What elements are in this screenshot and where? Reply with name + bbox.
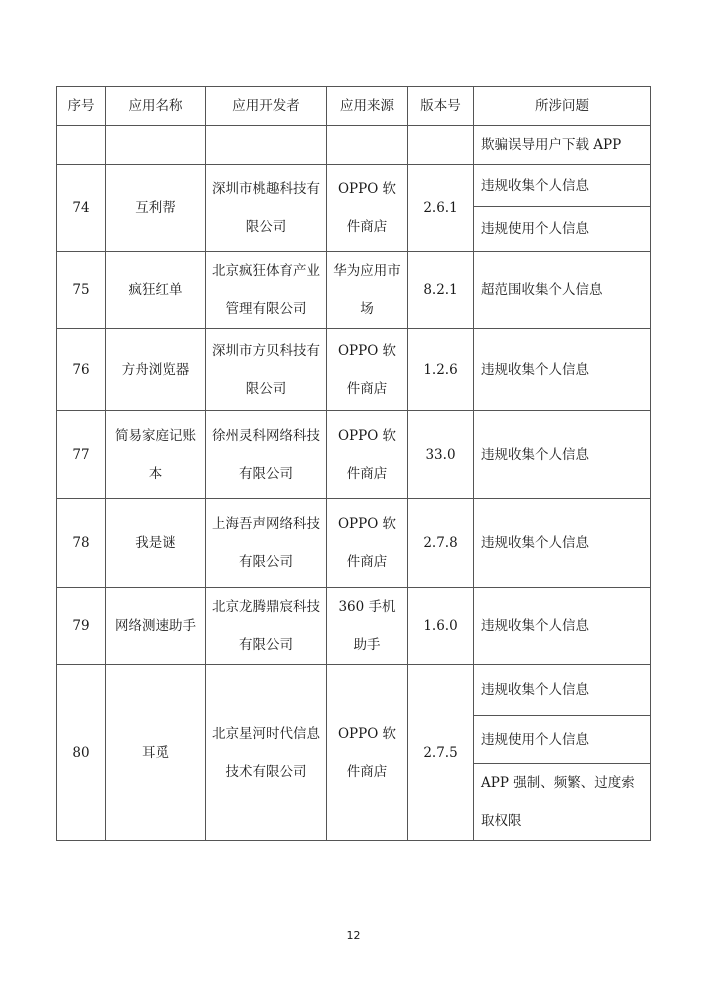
cell-no: 80	[57, 665, 106, 841]
cell-developer: 上海吾声网络科技有限公司	[206, 499, 327, 588]
cell-developer: 徐州灵科网络科技有限公司	[206, 411, 327, 499]
header-app-name: 应用名称	[106, 87, 206, 126]
cell-version: 1.6.0	[408, 588, 474, 665]
cell-no: 79	[57, 588, 106, 665]
table-row	[57, 252, 651, 329]
cell-name	[106, 126, 206, 165]
app-issues-table	[56, 86, 651, 841]
cell-source: 华为应用市场	[327, 252, 408, 329]
cell-issue: 欺骗误导用户下载 APP	[474, 126, 651, 165]
cell-developer: 深圳市桃趣科技有限公司	[206, 165, 327, 252]
header-no: 序号	[57, 87, 106, 126]
cell-developer: 北京星河时代信息技术有限公司	[206, 665, 327, 841]
cell-name: 方舟浏览器	[106, 329, 206, 411]
header-source: 应用来源	[327, 87, 408, 126]
cell-issue: 超范围收集个人信息	[474, 252, 651, 329]
cell-issue: 违规收集个人信息	[474, 588, 651, 665]
cell-version: 2.6.1	[408, 165, 474, 252]
cell-issue: 违规收集个人信息	[474, 665, 651, 716]
cell-no: 78	[57, 499, 106, 588]
cell-source: OPPO 软件商店	[327, 499, 408, 588]
cell-developer: 北京龙腾鼎宸科技有限公司	[206, 588, 327, 665]
cell-issue: APP 强制、频繁、过度索取权限	[474, 764, 651, 841]
cell-version	[408, 126, 474, 165]
cell-issue: 违规使用个人信息	[474, 716, 651, 764]
cell-source: OPPO 软件商店	[327, 665, 408, 841]
cell-version: 33.0	[408, 411, 474, 499]
table-row	[57, 411, 651, 499]
cell-developer	[206, 126, 327, 165]
cell-no: 75	[57, 252, 106, 329]
table-row	[57, 588, 651, 665]
cell-source: OPPO 软件商店	[327, 165, 408, 252]
cell-no	[57, 126, 106, 165]
cell-name: 简易家庭记账本	[106, 411, 206, 499]
table-header-row	[57, 87, 651, 126]
cell-developer: 深圳市方贝科技有限公司	[206, 329, 327, 411]
cell-issue: 违规收集个人信息	[474, 411, 651, 499]
cell-source	[327, 126, 408, 165]
cell-name: 疯狂红单	[106, 252, 206, 329]
cell-source: OPPO 软件商店	[327, 411, 408, 499]
cell-version: 8.2.1	[408, 252, 474, 329]
table-row	[57, 329, 651, 411]
cell-no: 74	[57, 165, 106, 252]
cell-developer: 北京疯狂体育产业管理有限公司	[206, 252, 327, 329]
cell-version: 1.2.6	[408, 329, 474, 411]
cell-issue: 违规使用个人信息	[474, 207, 651, 252]
cell-name: 耳觅	[106, 665, 206, 841]
cell-name: 网络测速助手	[106, 588, 206, 665]
table-row	[57, 665, 651, 716]
cell-source: 360 手机助手	[327, 588, 408, 665]
cell-source: OPPO 软件商店	[327, 329, 408, 411]
cell-issue: 违规收集个人信息	[474, 165, 651, 207]
cell-name: 我是谜	[106, 499, 206, 588]
cell-no: 77	[57, 411, 106, 499]
cell-version: 2.7.8	[408, 499, 474, 588]
table-row	[57, 126, 651, 165]
cell-no: 76	[57, 329, 106, 411]
table-row	[57, 165, 651, 207]
header-version: 版本号	[408, 87, 474, 126]
cell-name: 互利帮	[106, 165, 206, 252]
table-row	[57, 499, 651, 588]
header-developer: 应用开发者	[206, 87, 327, 126]
cell-issue: 违规收集个人信息	[474, 329, 651, 411]
cell-issue: 违规收集个人信息	[474, 499, 651, 588]
cell-version: 2.7.5	[408, 665, 474, 841]
header-issues: 所涉问题	[474, 87, 651, 126]
page-number: 12	[346, 929, 361, 942]
